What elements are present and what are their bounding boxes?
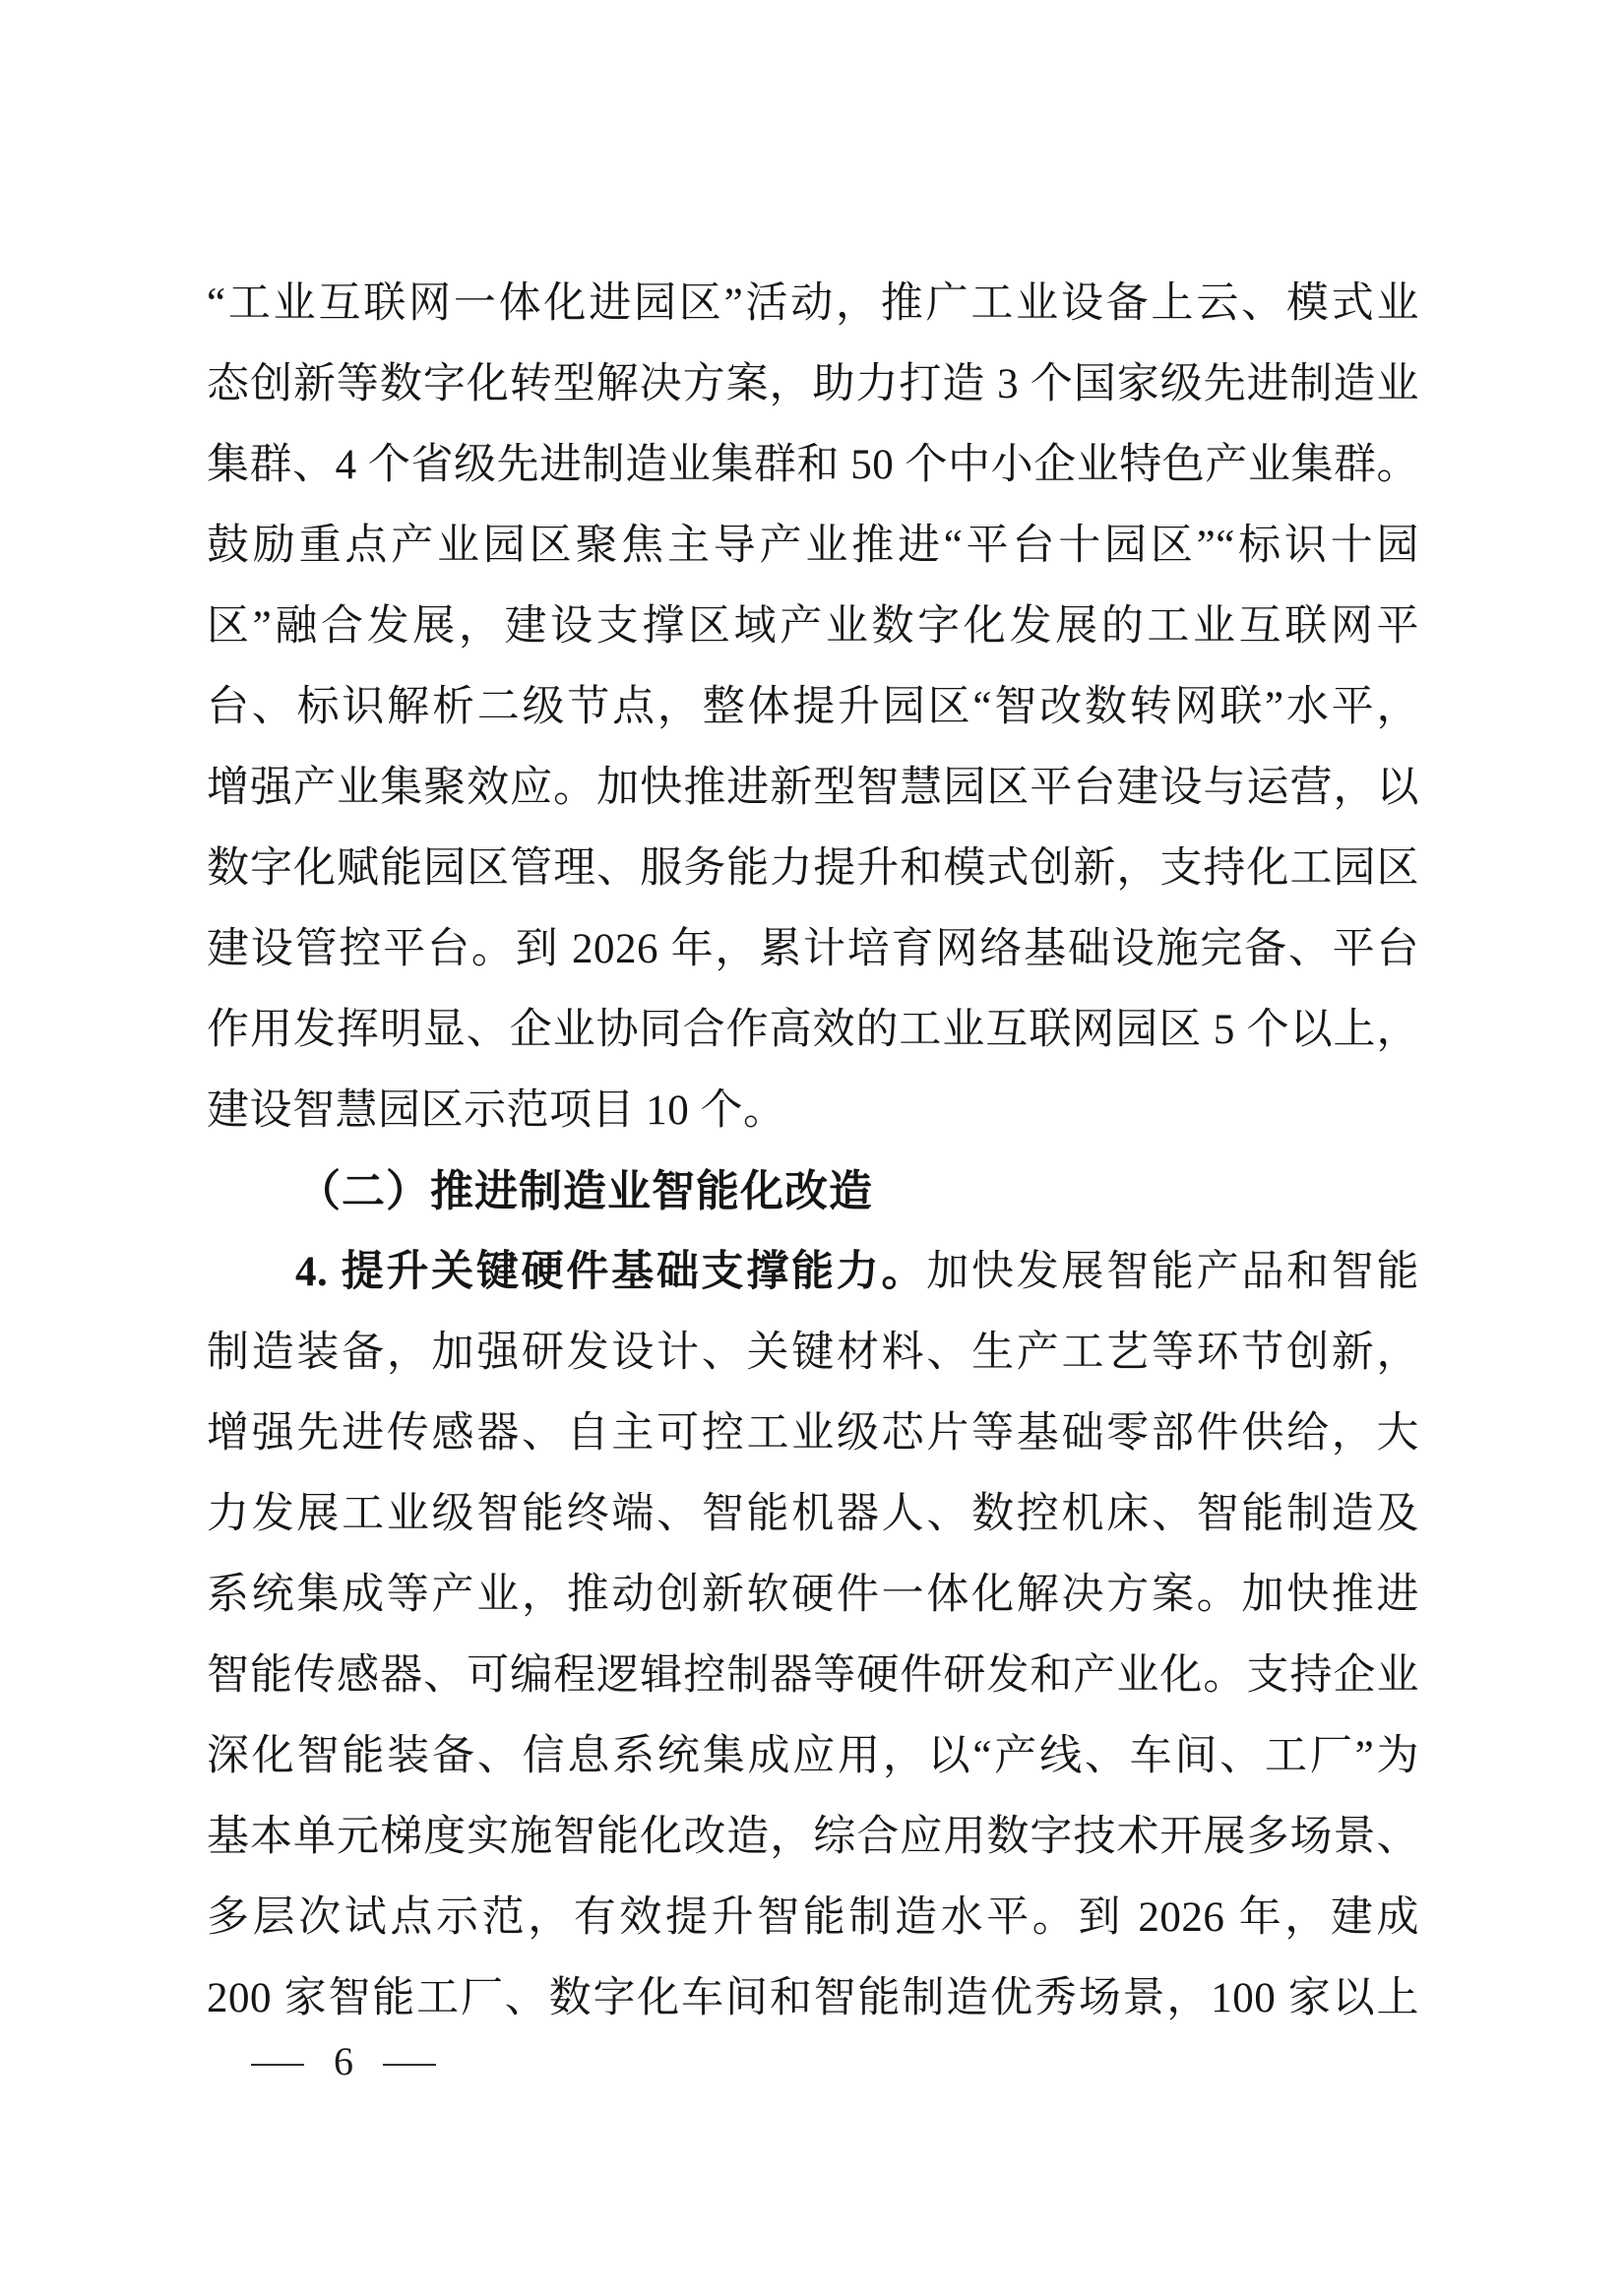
section-heading: （二）推进制造业智能化改造 xyxy=(297,1167,873,1215)
paragraph-industrial-internet-parks xyxy=(207,264,1419,1151)
text-line: 建设管控平台。到 2026 年，累计培育网络基础设施完备、平台 xyxy=(207,926,1419,972)
paragraph-smart-manufacturing xyxy=(207,1232,1419,2039)
text-line: 台、标识解析二级节点，整体提升园区“智改数转网联”水平， xyxy=(207,684,1419,730)
text-line: 数字化赋能园区管理、服务能力提升和模式创新，支持化工园区 xyxy=(207,845,1419,892)
text-line: 作用发挥明显、企业协同合作高效的工业互联网园区 5 个以上， xyxy=(207,1007,1419,1053)
bold-lead-text: 4. 提升关键硬件基础支撑能力。 xyxy=(295,1249,927,1295)
document-body xyxy=(207,264,1419,2039)
page-footer xyxy=(251,2039,436,2084)
text-line: “工业互联网一体化进园区”活动，推广工业设备上云、模式业 xyxy=(207,280,1419,327)
text-line: 态创新等数字化转型解决方案，助力打造 3 个国家级先进制造业 xyxy=(207,361,1419,407)
text-line: 增强产业集聚效应。加快推进新型智慧园区平台建设与运营，以 xyxy=(207,765,1419,811)
text-line: 基本单元梯度实施智能化改造，综合应用数字技术开展多场景、 xyxy=(207,1814,1419,1860)
text-line xyxy=(207,1232,1419,1313)
text-line: 鼓励重点产业园区聚焦主导产业推进“平台十园区”“标识十园 xyxy=(207,523,1419,569)
text-line: 建设智慧园区示范项目 10 个。 xyxy=(207,1087,786,1134)
text-line: 制造装备，加强研发设计、关键材料、生产工艺等环节创新， xyxy=(207,1330,1419,1376)
footer-dash-right: — xyxy=(383,2041,436,2082)
text-line: 力发展工业级智能终端、智能机器人、数控机床、智能制造及 xyxy=(207,1491,1419,1537)
lead-rest-text: 加快发展智能产品和智能 xyxy=(926,1249,1419,1295)
text-line: 200 家智能工厂、数字化车间和智能制造优秀场景，100 家以上 xyxy=(207,1975,1419,2021)
page-number: 6 xyxy=(334,2039,353,2083)
text-line: 深化智能装备、信息系统集成应用，以“产线、车间、工厂”为 xyxy=(207,1733,1419,1779)
text-line: 系统集成等产业，推动创新软硬件一体化解决方案。加快推进 xyxy=(207,1572,1419,1618)
footer-dash-left: — xyxy=(251,2041,304,2082)
text-line: 区”融合发展，建设支撑区域产业数字化发展的工业互联网平 xyxy=(207,603,1419,650)
text-line: 智能传感器、可编程逻辑控制器等硬件研发和产业化。支持企业 xyxy=(207,1652,1419,1699)
text-line: 多层次试点示范，有效提升智能制造水平。到 2026 年，建成 xyxy=(207,1894,1419,1941)
text-line: 增强先进传感器、自主可控工业级芯片等基础零部件供给，大 xyxy=(207,1410,1419,1457)
text-line: 集群、4 个省级先进制造业集群和 50 个中小企业特色产业集群。 xyxy=(207,442,1419,488)
